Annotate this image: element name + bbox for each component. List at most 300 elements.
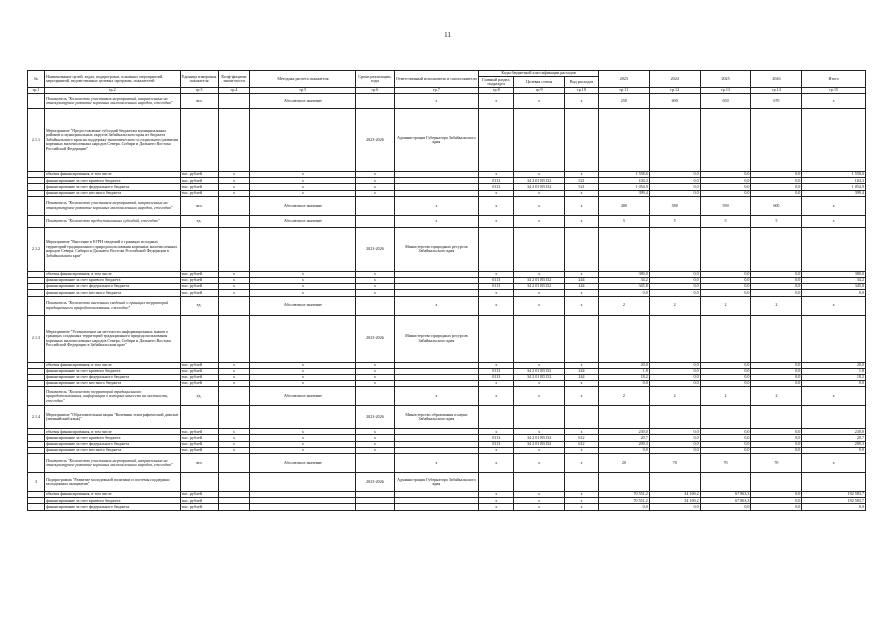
empty-cell bbox=[356, 504, 394, 510]
cell: х bbox=[250, 290, 356, 296]
cell: х bbox=[802, 454, 866, 473]
cell: х bbox=[802, 296, 866, 315]
event-executor: Министерство природных ресурсов Забайкальского края bbox=[394, 315, 479, 362]
cell: х bbox=[479, 492, 514, 498]
cell: 345,8 bbox=[802, 284, 866, 290]
event-terms: 2023-2026 bbox=[356, 315, 394, 362]
cell: х bbox=[514, 296, 565, 315]
cell: 0,0 bbox=[751, 441, 802, 447]
cell: 1,8 bbox=[598, 368, 649, 374]
cell: 0,0 bbox=[700, 290, 751, 296]
cell: 0,0 bbox=[598, 381, 649, 387]
cell: 0,0 bbox=[700, 284, 751, 290]
event-terms: 2023-2026 bbox=[356, 109, 394, 172]
col-name-header: Наименование целей, задач, подпрограмм, основных мероприятий, мероприятий, ведомственных целевых программ, показателей bbox=[44, 71, 180, 88]
empty-cell bbox=[649, 227, 700, 271]
cell: 20,0 bbox=[598, 362, 649, 368]
event-executor: Администрация Губернатора Забайкальского края bbox=[394, 109, 479, 172]
cell: 70 bbox=[751, 454, 802, 473]
cell: 34 2 01 R5152 bbox=[514, 368, 565, 374]
col-exec-header: Ответственный исполнитель и соисполнители bbox=[394, 71, 479, 88]
indicator-name: Показатель "Количество участников мероприятий, направленных на этнокультурное развитие коренных малочисленных народов, ежегодно" bbox=[44, 454, 180, 473]
event-executor: Министерство природных ресурсов Забайкальского края bbox=[394, 227, 479, 271]
fin-label: объемы финансирования, в том числе bbox=[44, 271, 180, 277]
cell: х bbox=[218, 290, 250, 296]
cell: 0,0 bbox=[751, 290, 802, 296]
row-number: 2.1.2 bbox=[28, 227, 45, 271]
cell: 0,0 bbox=[649, 374, 700, 380]
cell: 650 bbox=[700, 94, 751, 109]
cell: х bbox=[514, 190, 565, 196]
cell: х bbox=[479, 387, 514, 406]
cell: 18,2 bbox=[802, 374, 866, 380]
empty-cell bbox=[514, 406, 565, 429]
cell: х bbox=[514, 94, 565, 109]
empty-cell bbox=[649, 315, 700, 362]
cell: х bbox=[218, 429, 250, 435]
cell: тыс. рублей bbox=[180, 362, 218, 368]
cell: 0,0 bbox=[649, 178, 700, 184]
cell: х bbox=[514, 492, 565, 498]
fin-label: финансирование за счет местного бюджета bbox=[44, 290, 180, 296]
cell: 0,0 bbox=[751, 492, 802, 498]
cell: х bbox=[250, 178, 356, 184]
cell: тыс. рублей bbox=[180, 435, 218, 441]
cell: х bbox=[218, 178, 250, 184]
fin-label: объемы финансирования, в том числе bbox=[44, 492, 180, 498]
cell: 0,0 bbox=[802, 504, 866, 510]
cell: х bbox=[565, 504, 599, 510]
cell: 0,0 bbox=[700, 435, 751, 441]
empty-cell bbox=[28, 196, 45, 215]
cell: 1,8 bbox=[802, 368, 866, 374]
cell: х bbox=[514, 290, 565, 296]
cell: 0,0 bbox=[649, 190, 700, 196]
col-no-header: № bbox=[28, 71, 45, 88]
cell: 5 bbox=[649, 215, 700, 227]
cell: х bbox=[218, 362, 250, 368]
cell: 20,7 bbox=[598, 435, 649, 441]
col-terms-header: Сроки реализации, годы bbox=[356, 71, 394, 88]
cell: х bbox=[514, 454, 565, 473]
cell: 34 169,2 bbox=[649, 498, 700, 504]
cell: х bbox=[250, 172, 356, 178]
col-2023-header: 2023 bbox=[598, 71, 649, 88]
cell: х bbox=[356, 190, 394, 196]
cell: 2 bbox=[598, 296, 649, 315]
cell: тыс. рублей bbox=[180, 447, 218, 453]
empty-cell bbox=[28, 504, 45, 510]
cell: 34 2 01 R5152 bbox=[514, 374, 565, 380]
cell: 34 2 01 R5152 bbox=[514, 435, 565, 441]
colnum: гр.4 bbox=[218, 88, 250, 94]
cell: 0,0 bbox=[751, 271, 802, 277]
cell: х bbox=[218, 184, 250, 190]
cell: тыс. рублей bbox=[180, 290, 218, 296]
cell: х bbox=[565, 172, 599, 178]
cell: х bbox=[218, 441, 250, 447]
cell: х bbox=[565, 429, 599, 435]
cell: 580 bbox=[649, 196, 700, 215]
cell: тыс. рублей bbox=[180, 441, 218, 447]
cell: 70 551,2 bbox=[598, 492, 649, 498]
cell: 209,3 bbox=[802, 441, 866, 447]
cell: тыс. рублей bbox=[180, 271, 218, 277]
empty-cell bbox=[598, 406, 649, 429]
cell: х bbox=[218, 435, 250, 441]
event-name: Мероприятие "Установление на местности информационных знаков о границах созданных территорий традиционного природопользования коренных малочисленных народов Севера, Сибири и Дальнего Востока Российской Федерации в Забайкальском крае" bbox=[44, 315, 180, 362]
cell: 244 bbox=[565, 284, 599, 290]
cell: х bbox=[565, 271, 599, 277]
cell: х bbox=[394, 387, 479, 406]
table-row bbox=[28, 504, 866, 510]
cell: тыс. рублей bbox=[180, 172, 218, 178]
cell: 5 bbox=[598, 215, 649, 227]
cell: 0,0 bbox=[751, 190, 802, 196]
table-row bbox=[28, 387, 866, 406]
cell: 20 bbox=[598, 454, 649, 473]
cell: 0113 bbox=[479, 284, 514, 290]
cell: х bbox=[250, 435, 356, 441]
colnum: гр.14 bbox=[751, 88, 802, 94]
colnum: гр.6 bbox=[356, 88, 394, 94]
cell: 0113 bbox=[479, 441, 514, 447]
row-number: 2.1.3 bbox=[28, 315, 45, 362]
cell: х bbox=[394, 454, 479, 473]
cell: 2 bbox=[700, 296, 751, 315]
cell: 230,0 bbox=[598, 429, 649, 435]
cell: 0,0 bbox=[649, 362, 700, 368]
cell: 0,0 bbox=[700, 178, 751, 184]
cell: 600 bbox=[649, 94, 700, 109]
cell: 0,0 bbox=[598, 504, 649, 510]
table-row bbox=[28, 109, 866, 172]
cell: х bbox=[514, 498, 565, 504]
col-coef-header: Коэф-фициент значи-мости bbox=[218, 71, 250, 88]
cell: 250 bbox=[598, 94, 649, 109]
cell: 67 863,3 bbox=[700, 498, 751, 504]
empty-cell bbox=[218, 296, 250, 315]
cell: 104,3 bbox=[802, 178, 866, 184]
empty-cell bbox=[250, 315, 356, 362]
indicator-method: Абсолютное значение bbox=[250, 94, 356, 109]
cell: х bbox=[514, 447, 565, 453]
indicator-name: Показатель "Количество участников мероприятий, направленных на этнокультурное развитие коренных малочисленных народов, ежегодно" bbox=[44, 196, 180, 215]
cell: 34 169,2 bbox=[649, 492, 700, 498]
cell: 230,0 bbox=[802, 429, 866, 435]
cell: тыс. рублей bbox=[180, 498, 218, 504]
cell: 0,0 bbox=[751, 284, 802, 290]
cell: 0,0 bbox=[598, 290, 649, 296]
cell: х bbox=[250, 190, 356, 196]
cell: 2 bbox=[700, 387, 751, 406]
cell: х bbox=[250, 374, 356, 380]
cell: 0,0 bbox=[649, 447, 700, 453]
cell: х bbox=[565, 190, 599, 196]
cell: х bbox=[514, 196, 565, 215]
cell: 0,0 bbox=[700, 362, 751, 368]
event-executor: Министерство образования и науки Забайкальского края bbox=[394, 406, 479, 429]
cell: 380,0 bbox=[802, 271, 866, 277]
cell: 612 bbox=[565, 441, 599, 447]
empty-cell bbox=[218, 109, 250, 172]
cell: 0,0 bbox=[751, 277, 802, 283]
indicator-method: Абсолютное значение bbox=[250, 454, 356, 473]
indicator-unit: чел. bbox=[180, 454, 218, 473]
cell: 0,0 bbox=[700, 271, 751, 277]
cell: х bbox=[250, 271, 356, 277]
table-row bbox=[28, 227, 866, 271]
colnum: гр.9 bbox=[514, 88, 565, 94]
col-unit-header: Единица измерения показателя bbox=[180, 71, 218, 88]
cell: 0,0 bbox=[751, 374, 802, 380]
indicator-unit: ед. bbox=[180, 387, 218, 406]
cell: 0,0 bbox=[802, 447, 866, 453]
empty-cell bbox=[250, 473, 356, 492]
cell: х bbox=[394, 296, 479, 315]
cell: тыс. рублей bbox=[180, 492, 218, 498]
col-total-header: Итого bbox=[802, 71, 866, 88]
cell: 2 bbox=[649, 387, 700, 406]
empty-cell bbox=[649, 109, 700, 172]
cell: 2 bbox=[598, 387, 649, 406]
cell: х bbox=[250, 184, 356, 190]
fin-label: финансирование за счет федерального бюджета bbox=[44, 504, 180, 510]
cell: 0,0 bbox=[700, 368, 751, 374]
cell: 345,8 bbox=[598, 284, 649, 290]
cell: х bbox=[802, 215, 866, 227]
empty-cell bbox=[565, 315, 599, 362]
cell: х bbox=[250, 368, 356, 374]
cell: 399,4 bbox=[802, 190, 866, 196]
cell: х bbox=[514, 172, 565, 178]
cell: 1 054,9 bbox=[598, 184, 649, 190]
cell: х bbox=[250, 362, 356, 368]
cell: 0,0 bbox=[649, 277, 700, 283]
cell: х bbox=[356, 172, 394, 178]
empty-cell bbox=[802, 406, 866, 429]
cell: х bbox=[356, 271, 394, 277]
cell: 0,0 bbox=[649, 504, 700, 510]
cell: 480 bbox=[598, 196, 649, 215]
cell: 20,0 bbox=[802, 362, 866, 368]
colnum: гр.13 bbox=[700, 88, 751, 94]
program-table-wrapper bbox=[27, 70, 866, 511]
fin-label: финансирование за счет федерального бюджета bbox=[44, 284, 180, 290]
cell: х bbox=[514, 504, 565, 510]
cell: тыс. рублей bbox=[180, 429, 218, 435]
cell: 0,0 bbox=[751, 498, 802, 504]
cell: 0113 bbox=[479, 178, 514, 184]
empty-cell bbox=[700, 473, 751, 492]
cell: тыс. рублей bbox=[180, 178, 218, 184]
fin-label: финансирование за счет федерального бюджета bbox=[44, 184, 180, 190]
cell: х bbox=[218, 374, 250, 380]
cell: х bbox=[394, 196, 479, 215]
table-row bbox=[28, 454, 866, 473]
cell: х bbox=[218, 381, 250, 387]
cell: тыс. рублей bbox=[180, 284, 218, 290]
empty-cell bbox=[565, 406, 599, 429]
col-2024-header: 2024 bbox=[649, 71, 700, 88]
empty-cell bbox=[218, 196, 250, 215]
fin-label: финансирование за счет федерального бюджета bbox=[44, 374, 180, 380]
cell: х bbox=[250, 381, 356, 387]
cell: тыс. рублей bbox=[180, 381, 218, 387]
indicator-unit: чел. bbox=[180, 196, 218, 215]
colnum: гр.15 bbox=[802, 88, 866, 94]
cell: 521 bbox=[565, 178, 599, 184]
cell: тыс. рублей bbox=[180, 184, 218, 190]
cell: 670 bbox=[751, 94, 802, 109]
empty-cell bbox=[565, 109, 599, 172]
empty-cell bbox=[700, 109, 751, 172]
empty-cell bbox=[598, 315, 649, 362]
program-table bbox=[27, 70, 866, 511]
cell: 0,0 bbox=[751, 178, 802, 184]
colnum: гр.3 bbox=[180, 88, 218, 94]
empty-cell bbox=[700, 227, 751, 271]
cell: х bbox=[479, 196, 514, 215]
table-row bbox=[28, 94, 866, 109]
colnum: гр.10 bbox=[565, 88, 599, 94]
cell: 0,0 bbox=[700, 277, 751, 283]
empty-cell bbox=[356, 454, 394, 473]
cell: 0,0 bbox=[751, 368, 802, 374]
empty-cell bbox=[514, 227, 565, 271]
colnum: гр.2 bbox=[44, 88, 180, 94]
empty-cell bbox=[514, 473, 565, 492]
empty-cell bbox=[565, 473, 599, 492]
empty-cell bbox=[218, 454, 250, 473]
empty-cell bbox=[218, 406, 250, 429]
empty-cell bbox=[802, 315, 866, 362]
colnum: гр.1 bbox=[28, 88, 45, 94]
cell: х bbox=[218, 172, 250, 178]
cell: х bbox=[479, 454, 514, 473]
cell: 2 bbox=[649, 296, 700, 315]
empty-cell bbox=[356, 215, 394, 227]
empty-cell bbox=[180, 406, 218, 429]
empty-cell bbox=[180, 227, 218, 271]
cell: 0,0 bbox=[649, 435, 700, 441]
cell: 399,4 bbox=[598, 190, 649, 196]
row-number: 2.1.4 bbox=[28, 406, 45, 429]
cell: х bbox=[394, 94, 479, 109]
cell: х bbox=[356, 362, 394, 368]
empty-cell bbox=[250, 109, 356, 172]
cell: 0,0 bbox=[751, 504, 802, 510]
empty-cell bbox=[28, 387, 45, 406]
cell: 0,0 bbox=[649, 381, 700, 387]
cell: 70 bbox=[649, 454, 700, 473]
empty-cell bbox=[565, 227, 599, 271]
cell: 20,7 bbox=[802, 435, 866, 441]
cell: 18,2 bbox=[598, 374, 649, 380]
colnum: гр.5 bbox=[250, 88, 356, 94]
event-terms: 2023-2026 bbox=[356, 406, 394, 429]
cell: 0,0 bbox=[649, 429, 700, 435]
cell: 34 2 01 R5152 bbox=[514, 277, 565, 283]
cell: х bbox=[565, 387, 599, 406]
empty-cell bbox=[802, 109, 866, 172]
cell: 0113 bbox=[479, 368, 514, 374]
subprogram-terms: 2023-2026 bbox=[356, 473, 394, 492]
colnum: гр.12 bbox=[649, 88, 700, 94]
cell: х bbox=[479, 215, 514, 227]
cell: 0113 bbox=[479, 374, 514, 380]
indicator-unit: ед. bbox=[180, 215, 218, 227]
empty-cell bbox=[28, 296, 45, 315]
table-row bbox=[28, 296, 866, 315]
empty-cell bbox=[751, 406, 802, 429]
empty-cell bbox=[479, 473, 514, 492]
cell: 5 bbox=[700, 215, 751, 227]
empty-cell bbox=[479, 406, 514, 429]
fin-label: финансирование за счет краевого бюджета bbox=[44, 498, 180, 504]
cell: 0,0 bbox=[700, 504, 751, 510]
cell: х bbox=[514, 271, 565, 277]
cell: 192 583,7 bbox=[802, 492, 866, 498]
cell: х bbox=[565, 196, 599, 215]
empty-cell bbox=[649, 406, 700, 429]
cell: х bbox=[802, 196, 866, 215]
cell: 0,0 bbox=[649, 172, 700, 178]
cell: х bbox=[250, 441, 356, 447]
cell: х bbox=[479, 381, 514, 387]
cell: х bbox=[479, 190, 514, 196]
table-row bbox=[28, 315, 866, 362]
cell: х bbox=[356, 184, 394, 190]
fin-label: финансирование за счет краевого бюджета bbox=[44, 178, 180, 184]
empty-cell bbox=[700, 315, 751, 362]
cell: 0113 bbox=[479, 184, 514, 190]
row-number: 2.1.1 bbox=[28, 109, 45, 172]
cell: 0,0 bbox=[598, 447, 649, 453]
cell: тыс. рублей bbox=[180, 374, 218, 380]
cell: х bbox=[565, 381, 599, 387]
empty-cell bbox=[218, 473, 250, 492]
empty-cell bbox=[802, 473, 866, 492]
empty-cell bbox=[180, 473, 218, 492]
colnum: гр.8 bbox=[479, 88, 514, 94]
empty-cell bbox=[751, 315, 802, 362]
cell: 521 bbox=[565, 184, 599, 190]
fin-label: финансирование за счет местного бюджета bbox=[44, 381, 180, 387]
cell: х bbox=[356, 277, 394, 283]
cell: 0,0 bbox=[751, 381, 802, 387]
cell: 34,2 bbox=[802, 277, 866, 283]
empty-cell bbox=[514, 315, 565, 362]
empty-cell bbox=[180, 109, 218, 172]
cell: х bbox=[479, 94, 514, 109]
cell: 0,0 bbox=[700, 172, 751, 178]
empty-cell bbox=[479, 109, 514, 172]
empty-cell bbox=[218, 227, 250, 271]
empty-cell bbox=[394, 504, 479, 510]
empty-cell bbox=[218, 315, 250, 362]
cell: 209,3 bbox=[598, 441, 649, 447]
fin-label: объемы финансирования, в том числе bbox=[44, 172, 180, 178]
cell: 600 bbox=[751, 196, 802, 215]
cell: х bbox=[802, 387, 866, 406]
empty-cell bbox=[751, 109, 802, 172]
cell: 0,0 bbox=[751, 362, 802, 368]
cell: 2 bbox=[751, 296, 802, 315]
cell: х bbox=[250, 277, 356, 283]
cell: х bbox=[479, 504, 514, 510]
cell: х bbox=[250, 447, 356, 453]
